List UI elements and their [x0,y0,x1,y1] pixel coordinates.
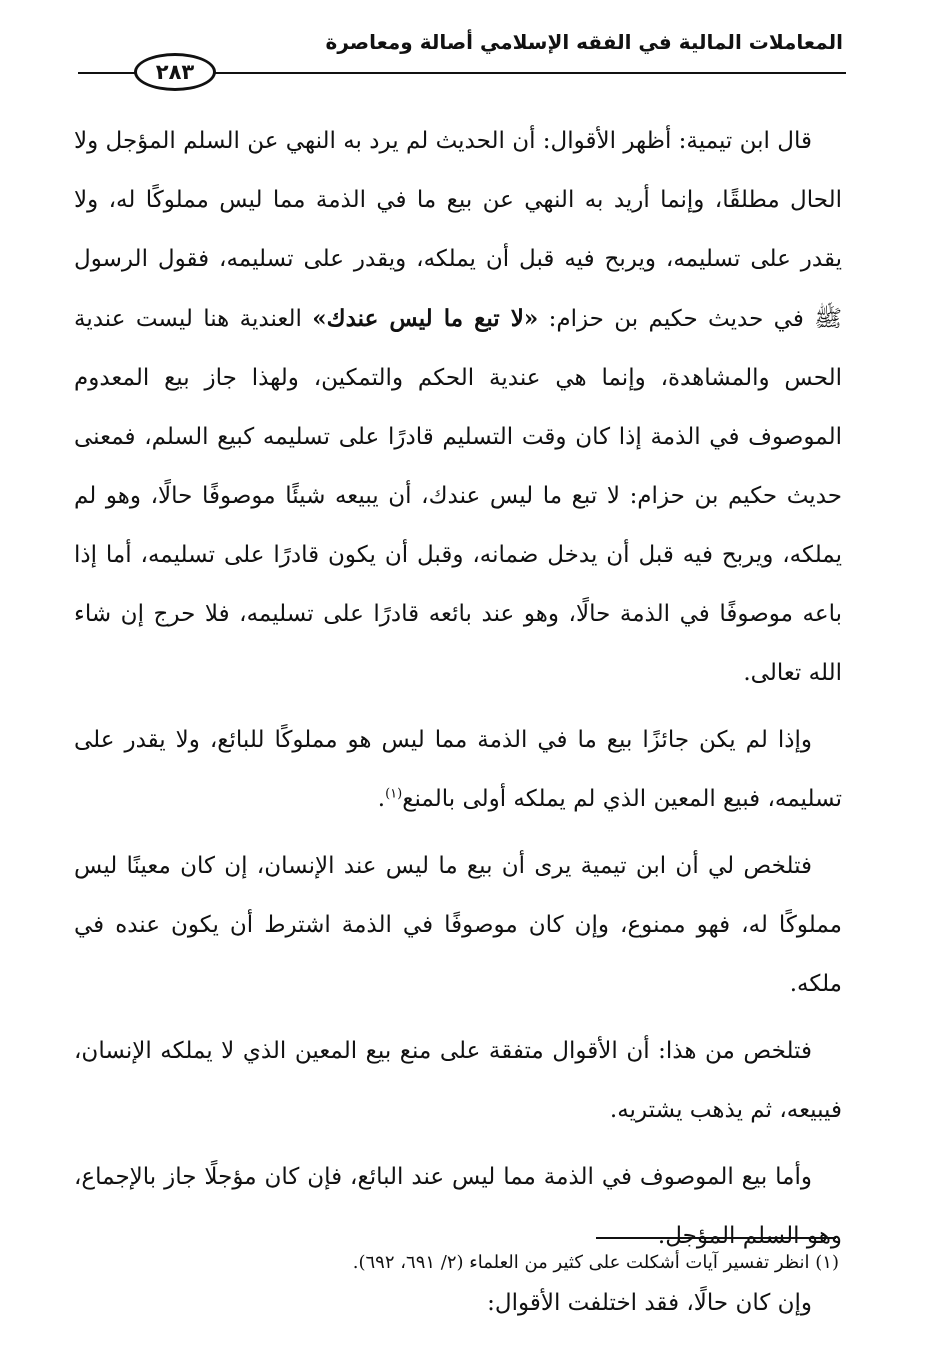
paragraph-2 [74,711,842,829]
main-text [74,112,842,1341]
paragraph-6: وإن كان حالًا، فقد اختلفت الأقوال: [487,1290,812,1316]
paragraph-5: وأما بيع الموصوف في الذمة مما ليس عند البائع، فإن كان مؤجلًا جاز بالإجماع، وهو السلم المؤجل. [74,1164,842,1249]
page-number: ٢٨٣ [155,60,195,84]
paragraph-2-end: . [377,786,386,812]
paragraph-2-text: وإذا لم يكن جائزًا بيع ما في الذمة مما ليس هو مملوكًا للبائع، ولا يقدر على تسليمه، فبيع المعين الذي لم يملكه أولى بالمنع [74,727,842,812]
paragraph-3: فتلخص لي أن ابن تيمية يرى أن بيع ما ليس عند الإنسان، إن كان معينًا ليس مملوكًا له، فهو ممنوع، وإن كان موصوفًا في الذمة اشترط أن يكون عنده في ملكه. [74,853,842,997]
hadith-quote: «لا تبع ما ليس عندك» [312,305,539,332]
paragraph-1-part-a: قال ابن تيمية: أظهر الأقوال: أن الحديث لم يرد به النهي عن السلم المؤجل ولا الحال مطلقًا، وإنما أريد به النهي عن بيع ما في الذمة مما ليس مملوكًا له، ولا يقدر على تسليمه، ويربح فيه قبل أن يملكه، ويقدر على تسليمه، فقول الرسول ﷺ في حديث حكيم بن حزام: [74,128,842,332]
paragraph-1-part-b: العندية هنا ليست عندية الحس والمشاهدة، وإنما هي عندية الحكم والتمكين، ولهذا جاز بيع المعدوم الموصوف في الذمة إذا كان وقت التسليم قادرًا على تسليمه كبيع السلم، فمعنى حديث حكيم بن حزام: لا تبع ما ليس عندك، أن يبيعه شيئًا موصوفًا حالًا، وهو لم يملكه، ويربح فيه قبل أن يدخل ضمانه، وقبل أن يكون قادرًا على تسليمه، أما إذا باعه موصوفًا في الذمة حالًا، وهو عند بائعه قادرًا على تسليمه، فلا حرج إن شاء الله تعالى. [74,306,843,686]
paragraph-4: فتلخص من هذا: أن الأقوال متفقة على منع بيع المعين الذي لا يملكه الإنسان، فيبيعه، ثم يذهب يشتريه. [74,1038,842,1123]
page-number-badge [134,53,216,91]
footnote-rule [596,1237,836,1239]
footnote: (١) انظر تفسير آيات أشكلت على كثير من العلماء (٢/ ٦٩١، ٦٩٢). [352,1252,839,1273]
paragraph-1 [74,112,842,703]
footnote-reference[interactable]: (١) [385,786,403,802]
running-header-title: المعاملات المالية في الفقه الإسلامي أصالة ومعاصرة [325,30,843,54]
